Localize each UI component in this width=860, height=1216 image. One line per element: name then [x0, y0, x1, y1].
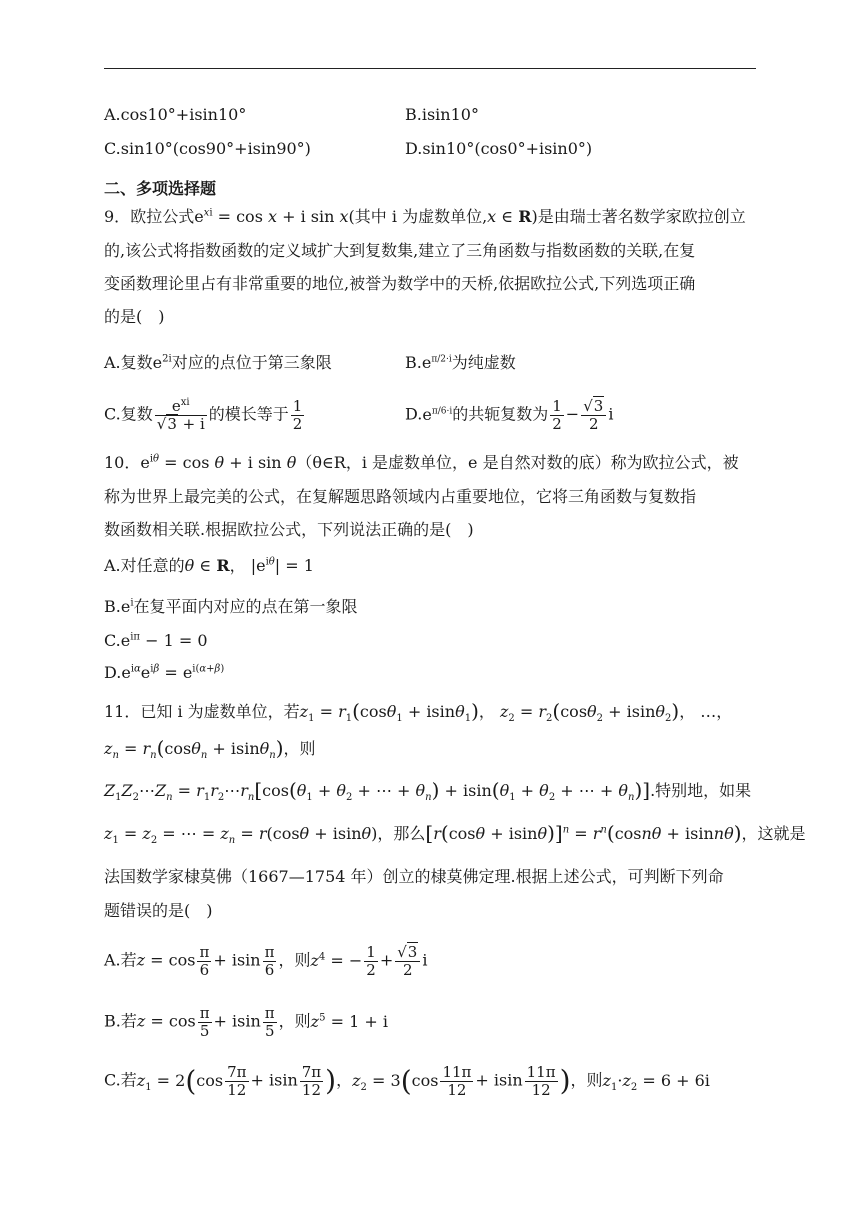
q10-option-d: $D.e^{i\alpha}e^{i\beta} = e^{i(\alpha+\beta)}$	[104, 663, 225, 682]
q11-option-b: B.若z = cos $\frac{\pi}{5}$ + isin $\frac{\pi}{5}$ ，则$z^5 = 1 + i$	[104, 1004, 388, 1040]
q10-option-c-label: C.	[104, 631, 121, 650]
q10-line-3: 数函数相关联.根据欧拉公式，下列说法正确的是( )	[104, 520, 474, 539]
q9-option-a-text: 对应的点位于第三象限	[171, 353, 332, 372]
q10-option-a-label: A.对任意的	[104, 556, 185, 575]
q11-line-1: 11．已知 i 为虚数单位，若$z_1 = r_1(\cos\theta_1 + isin\theta_1)$， $z_2 = r_2(\cos\theta_2 + isin\theta_2)$， …，	[104, 699, 733, 725]
q10-text: （θ∈R，i 是虚数单位，e 是自然对数的底）称为欧拉公式，被	[296, 453, 739, 472]
q11-option-a: A.若z = cos $\frac{\pi}{6}$ + isin $\frac{\pi}{6}$ ，则$z^4$ = − $\frac{1}{2}$ + $\frac{√3}{2}$ i	[104, 943, 428, 979]
q11-line-3: $Z_1Z_2\cdots Z_n$ = $r_1r_2\cdots r_n[\cos(\theta_1 + \theta_2$ + ⋯ + $\theta_n) + isin(\theta_1 + \theta_2$ + ⋯ + $\theta_n$)].特别地，如果	[104, 778, 752, 804]
q11-line-4: $z_1 = z_2$ = ⋯ = $z_n = r(\cos\theta + isin\theta)$，那么$[r(\cos\theta + isin\theta)]^n = r^n(\cos n\theta + isinn\theta)$，这就是	[104, 821, 806, 847]
q9-option-d: $D.e^{\pi/6\cdot i}$的共轭复数为 $\frac{1}{2}$ − $\frac{√3}{2}$ i	[405, 397, 614, 433]
q9-option-c-label: C.复数	[104, 404, 153, 424]
q11-option-c-text: ，	[336, 1070, 353, 1090]
q9-text: 欧拉公式	[130, 207, 195, 226]
q9-option-a-label: A.复数	[104, 353, 153, 372]
q9-line-2: 的,该公式将指数函数的定义域扩大到复数集,建立了三角函数与指数函数的关联,在复	[104, 241, 696, 260]
q8-option-a: A.cos10°+isin10°	[104, 105, 247, 124]
q11-text: ，这就是	[741, 824, 806, 843]
q10-formula: $e^{i\theta} = \cos \theta + i$ sin θ	[140, 453, 297, 472]
q9-text: (其中 i 为虚数单位,	[348, 207, 488, 226]
q11-option-b-text: ，则	[278, 1011, 311, 1031]
q11-text: .特别地，如果	[650, 781, 752, 800]
q10-number: 10．	[104, 453, 141, 472]
q10-option-c: $C.e^{i\pi} - 1 = 0$	[104, 631, 208, 650]
q10-option-b-text: 在复平面内对应的点在第一象限	[133, 597, 358, 616]
q9-text: )是由瑞士著名数学家欧拉创立	[531, 207, 746, 226]
q9-option-c-text: 的模长等于	[208, 404, 289, 424]
q9-condition: x ∈ R	[487, 207, 532, 226]
q8-option-d: D.sin10°(cos0°+isin0°)	[405, 139, 593, 158]
q9-option-b-label: B.	[405, 353, 422, 372]
q10-option-b: $B.e^i$在复平面内对应的点在第一象限	[104, 597, 358, 616]
q9-line-4: 的是( )	[104, 307, 165, 326]
q11-option-b-label: B.若	[104, 1011, 137, 1031]
q11-line-2: $z_n = r_n(\cos\theta_n + isin\theta_n)$，则	[104, 736, 316, 762]
q11-option-c: C.若$z_1 = 2(\cos$ $\frac{7\pi}{12}$ + isin $\frac{7\pi}{12}$ )，$z_2 = 3(\cos$ $\frac{11\pi}{12}$ + isin $\frac{11\pi}{12}$ )，则$z_1\cdot z_2 = 6 + 6i$	[104, 1063, 710, 1099]
q10-option-b-label: B.	[104, 597, 121, 616]
section-heading: 二、多项选择题	[104, 179, 217, 198]
q11-option-c-text: ，则	[570, 1070, 603, 1090]
q9-number: 9．	[104, 207, 131, 226]
q9-option-d-label: D.	[405, 404, 423, 424]
q11-option-a-label: A.若	[104, 950, 137, 970]
q11-line-5: 法国数学家棣莫佛（1667—1754 年）创立的棣莫佛定理.根据上述公式，可判断下列命	[104, 867, 724, 886]
q9-option-b-text: 为纯虚数	[451, 353, 516, 372]
q10-option-a: A.对任意的θ ∈ R， $|e^{i\theta}| = 1$	[104, 556, 314, 575]
q10-line-2: 称为世界上最完美的公式，在复解题思路领域内占重要地位，它将三角函数与复数指	[104, 487, 697, 506]
q9-formula: $e^{xi} = \cos x + i$ sin x	[194, 207, 349, 226]
q8-option-b: B.isin10°	[405, 105, 479, 124]
q10-line-1	[104, 452, 739, 474]
q11-text: ，那么	[377, 824, 426, 843]
q11-option-a-text: ，则	[278, 950, 311, 970]
q11-option-c-label: C.若	[104, 1070, 137, 1090]
q9-option-c: C.复数 $\frac{e^{xi}}{√3 + i}$ 的模长等于 $\frac{1}{2}$	[104, 397, 303, 433]
q9-option-a: A.复数$e^{2i}$对应的点位于第三象限	[104, 353, 332, 372]
q10-option-d-label: D.	[104, 663, 122, 682]
q11-line-6: 题错误的是( )	[104, 901, 213, 920]
q9-option-b: $B.e^{\pi/2\cdot i}$为纯虚数	[405, 353, 516, 372]
q11-text: ，则	[283, 739, 316, 758]
q11-number: 11．	[104, 702, 141, 721]
q11-text: 已知 i 为虚数单位，若	[140, 702, 300, 721]
q9-line-1	[104, 206, 746, 228]
q9-line-3: 变函数理论里占有非常重要的地位,被誉为数学中的天桥,依据欧拉公式,下列选项正确	[104, 274, 696, 293]
q9-option-d-text: 的共轭复数为	[452, 404, 549, 424]
q8-option-c: C.sin10°(cos90°+isin90°)	[104, 139, 311, 158]
header-rule	[104, 68, 756, 69]
